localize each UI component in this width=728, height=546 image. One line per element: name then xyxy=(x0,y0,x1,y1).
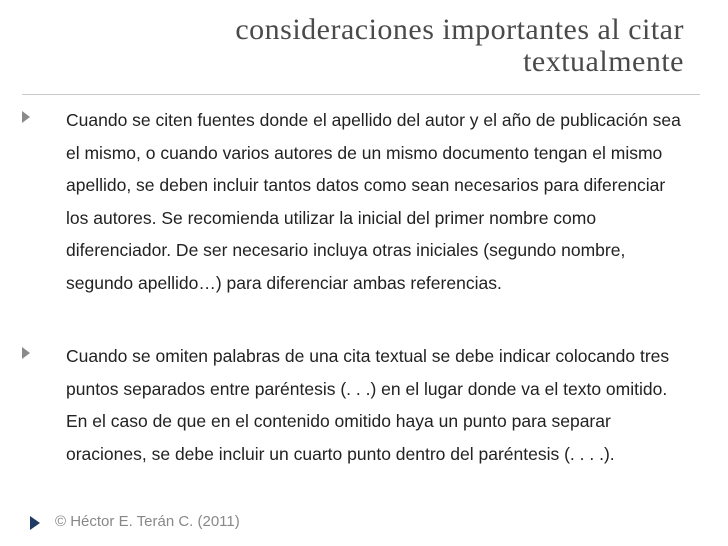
title-divider xyxy=(22,94,700,95)
slide-title: consideraciones importantes al citar textualmente xyxy=(235,13,684,78)
bullet-text-2: Cuando se omiten palabras de una cita textual se debe indicar colocando tres puntos separados entre paréntesis (. . .) en el lugar donde va el texto omitido. En el caso de que en el contenido omitido haya un punto para separar oraciones, se debe incluir un cuarto punto dentro del paréntesis (. . . .). xyxy=(66,346,670,464)
copyright-text: © Héctor E. Terán C. (2011) xyxy=(55,513,240,530)
triangle-marker-icon xyxy=(30,516,40,530)
bullet-text-1: Cuando se citen fuentes donde el apellido del autor y el año de publicación sea el mismo, o cuando varios autores de un mismo documento tengan el mismo apellido, se deben incluir tantos datos como sean necesarios para diferenciar los autores. Se recomienda utilizar la inicial del primer nombre como diferenciador. De ser necesario incluya otras iniciales (segundo nombre, segundo apellido…) para diferenciar ambas referencias. xyxy=(66,110,681,293)
triangle-bullet-icon xyxy=(22,347,30,359)
triangle-bullet-icon xyxy=(22,111,30,123)
